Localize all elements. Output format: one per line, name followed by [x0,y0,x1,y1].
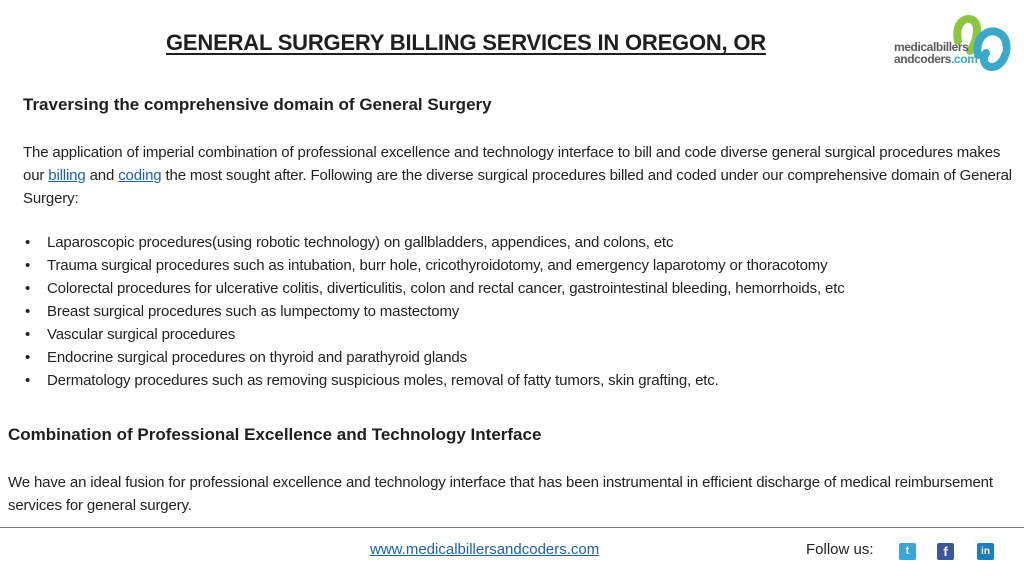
section2-paragraph: We have an ideal fusion for professional excellence and technology interface that has been instrumental in efficient discharge of medical reimbursement services for general surgery. [8,474,993,514]
footer-divider [0,527,1024,528]
facebook-icon[interactable]: f [937,543,954,560]
section1-para-part1: The application of imperial combination of professional excellence and technology interface to bill and code diverse general surgical procedures makes our [23,144,1001,184]
website-link[interactable]: www.medicalbillersandcoders.com [370,541,600,558]
section1-paragraph [23,141,1018,210]
list-item: • Endocrine surgical procedures on thyroid and parathyroid glands [23,346,1018,369]
list-item: • Laparoscopic procedures(using robotic technology) on gallbladders, appendices, and colons, etc [23,231,1018,254]
section1-para-and: and [85,167,119,184]
list-item: • Trauma surgical procedures such as intubation, burr hole, cricothyroidotomy, and emergency laparotomy or thoracotomy [23,254,1018,277]
logo-text [894,41,978,65]
logo-line2-main: andcoders [894,52,952,66]
logo-line1: medicalbillers [894,40,969,54]
section-general-surgery [23,95,1018,392]
coding-link[interactable]: coding [118,167,162,184]
logo-line2 [894,53,978,65]
linkedin-icon[interactable]: in [977,543,994,560]
billing-link[interactable]: billing [48,167,86,184]
procedure-list [23,231,1018,392]
section1-heading: Traversing the comprehensive domain of General Surgery [23,95,492,114]
list-item: • Colorectal procedures for ulcerative colitis, diverticulitis, colon and rectal cancer, gastrointestinal bleeding, hemorrhoids, etc [23,277,1018,300]
section1-para-part2: the most sought after. Following are the diverse surgical procedures billed and coded under our comprehensive domain of General Surgery: [23,167,1012,207]
follow-us-label: Follow us: [806,541,874,558]
logo-line2-suffix: .com [951,52,978,66]
list-item: • Breast surgical procedures such as lumpectomy to mastectomy [23,300,1018,323]
page-title [0,30,932,56]
list-item: • Dermatology procedures such as removing suspicious moles, removal of fatty tumors, skin grafting, etc. [23,369,1018,392]
company-logo[interactable] [894,13,1014,73]
page-title-text: GENERAL SURGERY BILLING SERVICES IN OREGON, OR [166,30,766,55]
section-excellence [8,425,1018,517]
twitter-icon[interactable]: t [899,543,916,560]
list-item: • Vascular surgical procedures [23,323,1018,346]
section2-heading: Combination of Professional Excellence and Technology Interface [8,425,542,444]
